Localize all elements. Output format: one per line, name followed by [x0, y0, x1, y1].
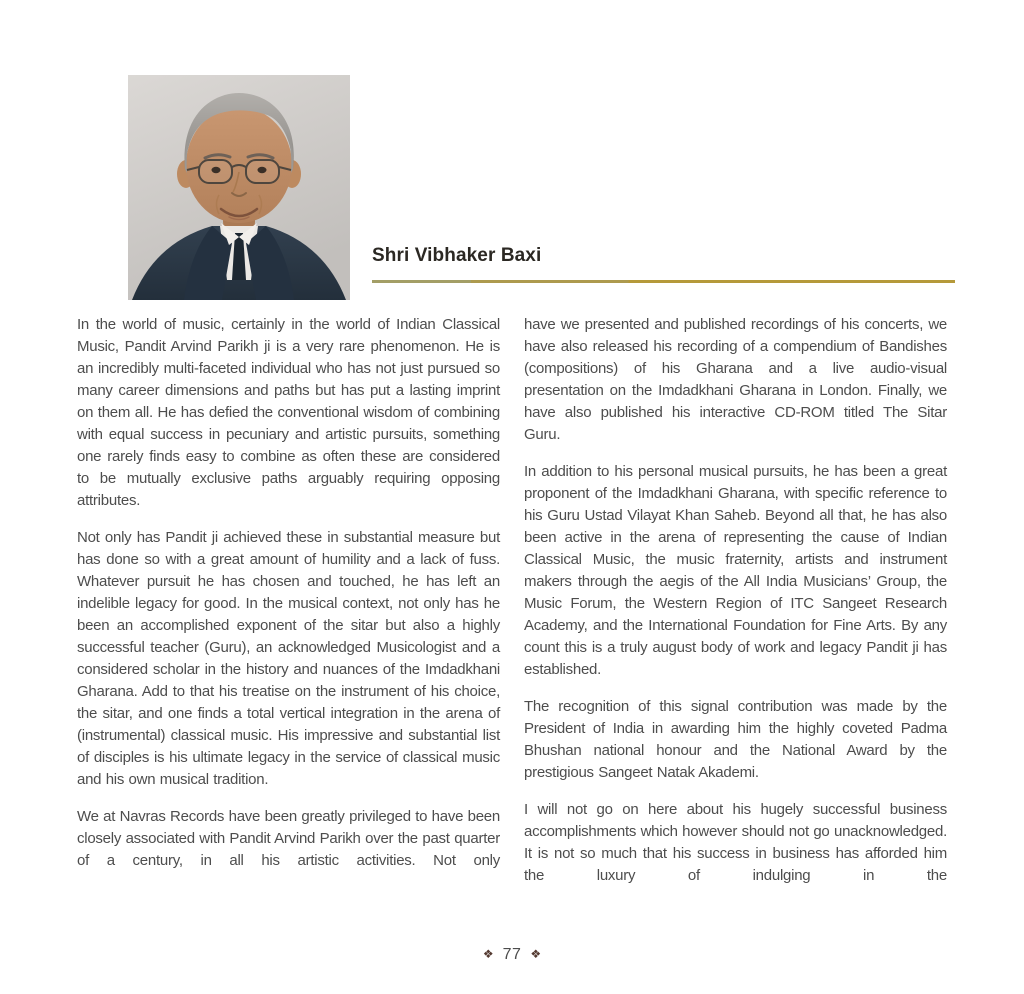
page-title: Shri Vibhaker Baxi — [372, 245, 542, 266]
left-column — [77, 314, 500, 887]
paragraph: We at Navras Records have been greatly privileged to have been closely associated with Pandit Arvind Parikh over the past quarter of a century, in all his artistic activities. Not only — [77, 808, 500, 869]
heading-block — [372, 244, 955, 283]
paragraph: have we presented and published recordings of his concerts, we have also released his recording of a compendium of Bandishes (compositions) of his Gharana and a live audio-visual presentation on the Imdadkhani Gharana in London. Finally, we have also published his interactive CD-ROM titled The Sitar Guru. — [524, 316, 947, 443]
page-footer — [0, 946, 1024, 964]
diamond-ornament-icon: ❖ — [530, 947, 542, 961]
paragraph: The recognition of this signal contribution was made by the President of India in awarding him the highly coveted Padma Bhushan national honour and the National Award by the prestigious Sangeet Natak Akademi. — [524, 698, 947, 781]
paragraph: In addition to his personal musical pursuits, he has been a great proponent of the Imdadkhani Gharana, with specific reference to his Guru Ustad Vilayat Khan Saheb. Beyond all that, he has also been active in the arena of representing the cause of Indian Classical Music, the music fraternity, artists and instrument makers through the aegis of the All India Musicians’ Group, the Music Forum, the Western Region of ITC Sangeet Research Academy, and the International Foundation for Fine Arts. By any count this is a truly august body of work and legacy Pandit ji has established. — [524, 463, 947, 678]
gold-divider-rule — [372, 280, 955, 283]
paragraph: Not only has Pandit ji achieved these in substantial measure but has done so with a great amount of humility and a lack of fuss. Whatever pursuit he has chosen and touched, he has left an indelible legacy for good. In the musical context, not only has he been an accomplished exponent of the sitar but also a highly successful teacher (Guru), an acknowledged Musicologist and a considered scholar in the history and nuances of the Imdadkhani Gharana. Add to that his treatise on the instrument of his choice, the sitar, and one finds a total vertical integration in the arena of (instrumental) classical music. His impressive and substantial list of disciples is his ultimate legacy in the service of classical music and his own musical tradition. — [77, 529, 500, 788]
diamond-ornament-icon: ❖ — [482, 947, 494, 961]
page-number: 77 — [502, 946, 522, 963]
paragraph: In the world of music, certainly in the world of Indian Classical Music, Pandit Arvind Parikh ji is a very rare phenomenon. He is an incredibly multi-faceted individual who has not just pursued so many career dimensions and paths but has put a lasting imprint on them all. He has defied the conventional wisdom of combining with equal success in pecuniary and artistic pursuits, something one rarely finds easy to combine as often these are considered to be mutually exclusive paths arguably requiring opposing attributes. — [77, 316, 500, 509]
portrait-photo — [128, 75, 350, 300]
portrait-illustration — [128, 75, 350, 300]
right-column — [524, 314, 947, 887]
text-columns — [77, 314, 947, 887]
paragraph: I will not go on here about his hugely successful business accomplishments which however should not go unacknowledged. It is not so much that his success in business has afforded him the luxury of indulging in the — [524, 801, 947, 884]
